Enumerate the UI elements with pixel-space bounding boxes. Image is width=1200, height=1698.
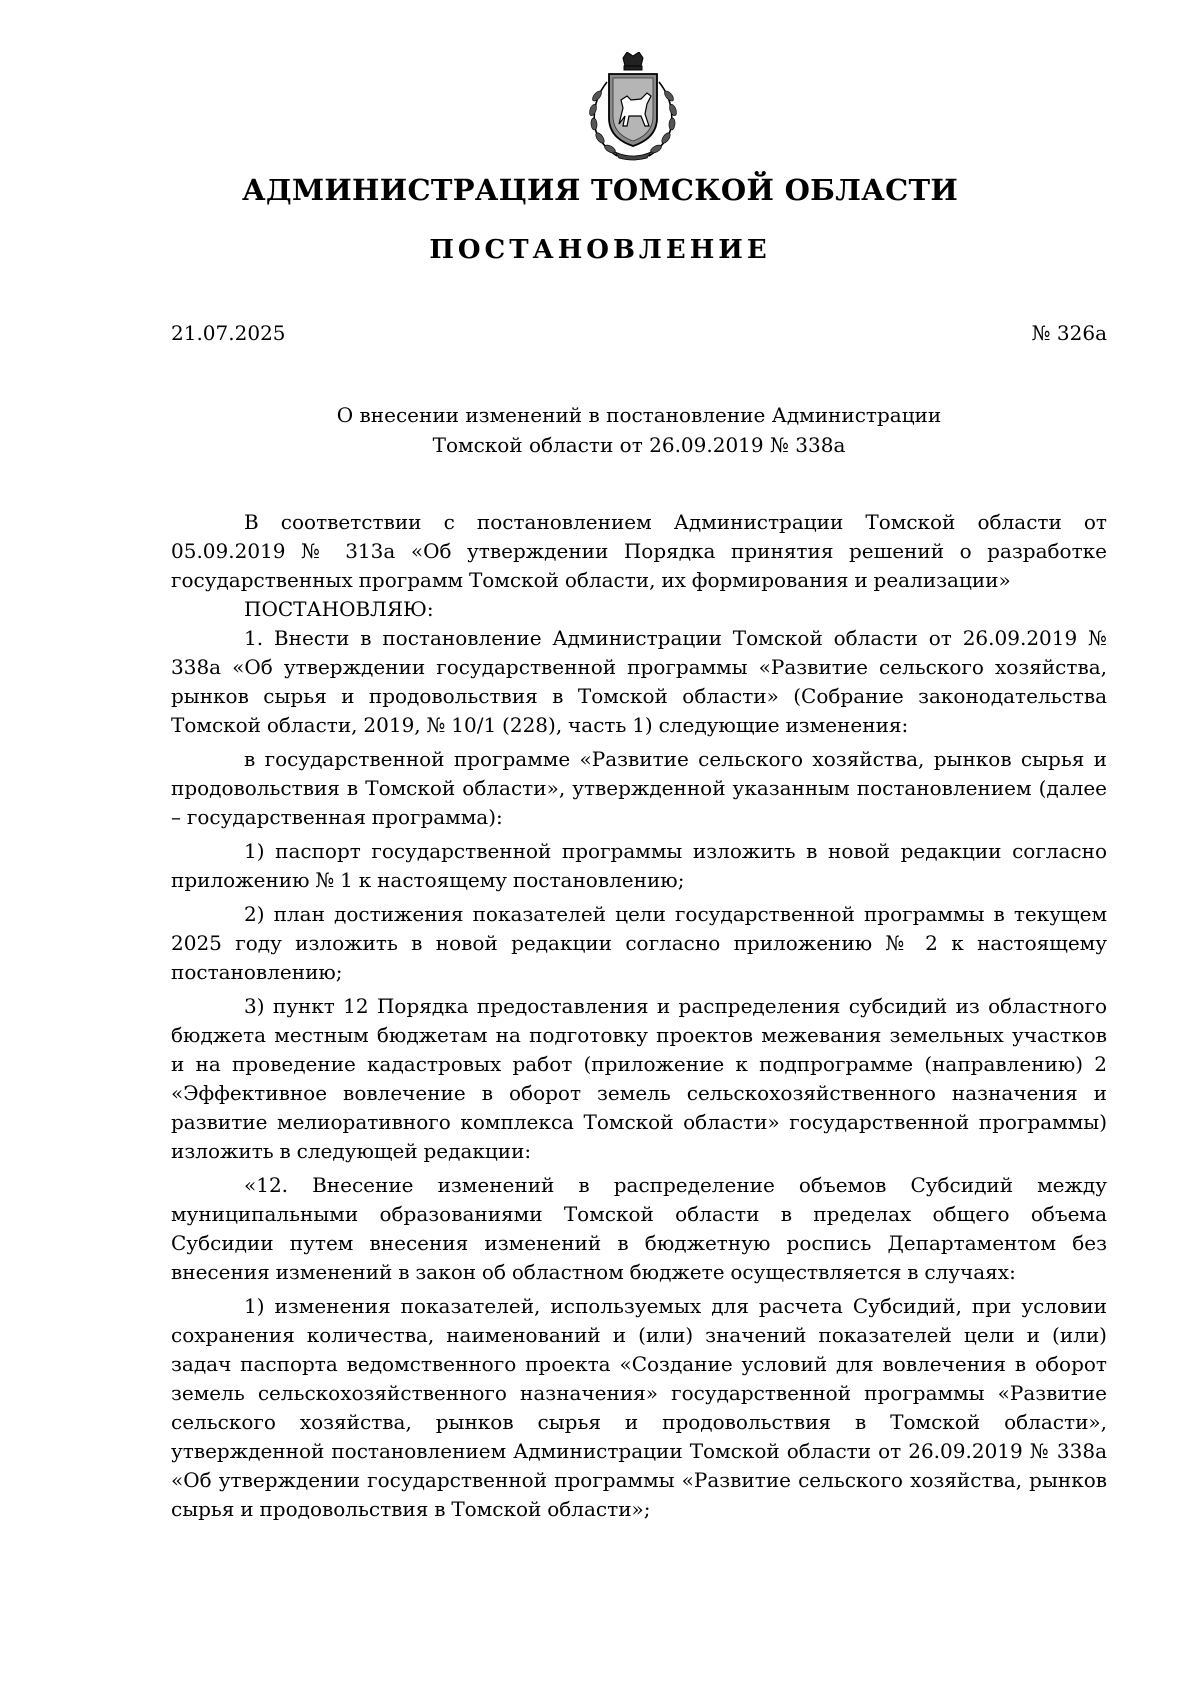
quoted-point-12-paragraph: «12. Внесение изменений в распределение объемов Субсидий между муниципальными образованиями Томской области в пределах общего объема Субсидии путем внесения изменений в бюджетную роспись Департаментом без внесения изменений в закон об областном бюджете осуществляется в случаях:	[171, 1173, 1107, 1284]
case-1-paragraph: 1) изменения показателей, используемых для расчета Субсидий, при условии сохранения количества, наименований и (или) значений показателей цели и (или) задач паспорта ведомственного проекта «Создание условий для вовлечения в оборот земель сельскохозяйственного назначения» государственной программы «Развитие сельского хозяйства, рынков сырья и продовольствия в Томской области», утвержденной постановлением Администрации Томской области от 26.09.2019 № 338а «Об утверждении государственной программы «Развитие сельского хозяйства, рынков сырья и продовольствия в Томской области»;	[171, 1294, 1107, 1521]
subject-line-2: Томской области от 26.09.2019 № 338а	[432, 433, 846, 457]
subject-line-1: О внесении изменений в постановление Администрации	[336, 403, 942, 427]
resolve-heading: ПОСТАНОВЛЯЮ:	[244, 597, 434, 621]
subitem-1-paragraph: 1) паспорт государственной программы изложить в новой редакции согласно приложению № 1 к настоящему постановлению;	[171, 839, 1107, 892]
document-type: ПОСТАНОВЛЕНИЕ	[429, 235, 771, 265]
document-subject	[171, 400, 1107, 460]
in-program-paragraph: в государственной программе «Развитие сельского хозяйства, рынков сырья и продовольствия в Томской области», утвержденной указанным постановлением (далее – государственная программа):	[171, 747, 1107, 829]
document-date: 21.07.2025	[171, 321, 286, 345]
document-body	[171, 508, 1107, 1524]
item-1-paragraph: 1. Внести в постановление Администрации Томской области от 26.09.2019 № 338а «Об утверждении государственной программы «Развитие сельского хозяйства, рынков сырья и продовольствия в Томской области» (Собрание законодательства Томской области, 2019, № 10/1 (228), часть 1) следующие изменения:	[171, 626, 1107, 737]
subitem-3-paragraph: 3) пункт 12 Порядка предоставления и распределения субсидий из областного бюджета местным бюджетам на подготовку проектов межевания земельных участков и на проведение кадастровых работ (приложение к подпрограмме (направлению) 2 «Эффективное вовлечение в оборот земель сельскохозяйственного назначения и развитие мелиоративного комплекса Томской области» государственной программы) изложить в следующей редакции:	[171, 994, 1107, 1163]
preamble-paragraph: В соответствии с постановлением Администрации Томской области от 05.09.2019 № 313а «Об утверждении Порядка принятия решений о разработке государственных программ Томской области, их формирования и реализации»	[171, 510, 1107, 592]
tomsk-oblast-coat-of-arms-icon	[577, 52, 689, 162]
document-number: № 326а	[1031, 321, 1107, 345]
organization-title: АДМИНИСТРАЦИЯ ТОМСКОЙ ОБЛАСТИ	[241, 173, 959, 207]
subitem-2-paragraph: 2) план достижения показателей цели государственной программы в текущем 2025 году изложить в новой редакции согласно приложению № 2 к настоящему постановлению;	[171, 902, 1107, 984]
